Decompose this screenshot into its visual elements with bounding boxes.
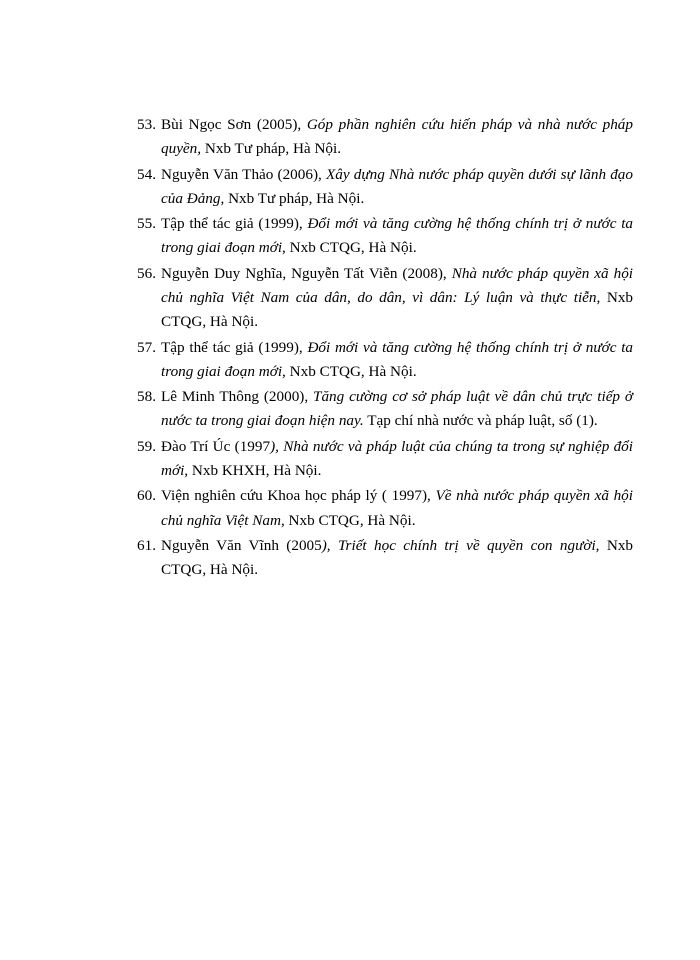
reference-item: [137, 163, 633, 211]
reference-item: [137, 262, 633, 335]
reference-title: Về nhà nước pháp quyền xã hội chủ nghĩa Việt Nam: [161, 487, 633, 529]
reference-publisher: Nxb CTQG, Hà Nội.: [161, 536, 634, 579]
reference-number: 54.: [137, 165, 156, 183]
reference-number: 61.: [137, 536, 156, 554]
reference-number: 56.: [137, 264, 156, 282]
reference-title: Nhà nước pháp quyền xã hội chủ nghĩa Việt Nam của dân, do dân, vì dân: Lý luận và thực tiễn,: [161, 264, 634, 306]
reference-title: ), Triết học chính trị về quyền con người,: [321, 536, 600, 554]
reference-number: 55.: [137, 215, 156, 233]
reference-author-year: Tập thể tác giả (1999),: [161, 338, 308, 356]
reference-author-year: Đào Trí Úc (1997: [161, 437, 271, 455]
reference-publisher: , Nxb CTQG, Hà Nội.: [282, 239, 417, 257]
reference-author-year: Nguyễn Duy Nghĩa, Nguyễn Tất Viễn (2008),: [161, 264, 452, 282]
reference-list: [137, 113, 633, 584]
reference-title: Đổi mới và tăng cường hệ thống chính trị ở nước ta trong giai đoạn mới: [161, 338, 634, 380]
reference-publisher: , Nxb CTQG, Hà Nội.: [280, 511, 416, 529]
reference-title: Xây dựng Nhà nước pháp quyền dưới sự lãnh đạo của Đảng: [161, 165, 633, 207]
reference-author-year: Nguyễn Văn Thảo (2006),: [161, 165, 326, 183]
reference-item: [137, 484, 633, 532]
reference-author-year: Lê Minh Thông (2000),: [161, 388, 313, 406]
reference-publisher: , Nxb KHXH, Hà Nội.: [184, 461, 322, 479]
reference-author-year: Viện nghiên cứu Khoa học pháp lý ( 1997),: [161, 487, 436, 505]
reference-title: Đổi mới và tăng cường hệ thống chính trị ở nước ta trong giai đoạn mới: [161, 215, 634, 257]
reference-author-year: Nguyễn Văn Vĩnh (2005: [161, 536, 322, 554]
reference-title: ), Nhà nước và pháp luật của chúng ta trong sự nghiệp đổi mới: [161, 437, 633, 479]
reference-publisher: , Nxb CTQG, Hà Nội.: [282, 362, 417, 380]
reference-publisher: Nxb Tư pháp, Hà Nội.: [201, 140, 342, 158]
reference-item: [137, 212, 633, 260]
reference-author-year: Bùi Ngọc Sơn (2005),: [161, 116, 307, 133]
reference-item: [137, 534, 633, 582]
reference-publisher: , Nxb Tư pháp, Hà Nội.: [220, 189, 365, 207]
reference-publisher: Nxb CTQG, Hà Nội.: [161, 288, 634, 331]
reference-title: Góp phần nghiên cứu hiến pháp và nhà nước pháp quyền,: [161, 116, 633, 158]
reference-item: [137, 435, 633, 483]
reference-item: [137, 113, 633, 161]
reference-number: 53.: [137, 116, 156, 133]
reference-publisher: Tạp chí nhà nước và pháp luật, số (1).: [363, 412, 598, 430]
reference-number: 59.: [137, 437, 156, 455]
reference-author-year: Tập thể tác giả (1999),: [161, 215, 308, 233]
reference-item: [137, 385, 633, 433]
reference-title: Tăng cường cơ sở pháp luật về dân chủ trực tiếp ở nước ta trong giai đoạn hiện nay.: [161, 388, 633, 430]
reference-number: 58.: [137, 388, 156, 406]
reference-number: 60.: [137, 487, 156, 505]
reference-number: 57.: [137, 338, 156, 356]
reference-item: [137, 336, 633, 384]
